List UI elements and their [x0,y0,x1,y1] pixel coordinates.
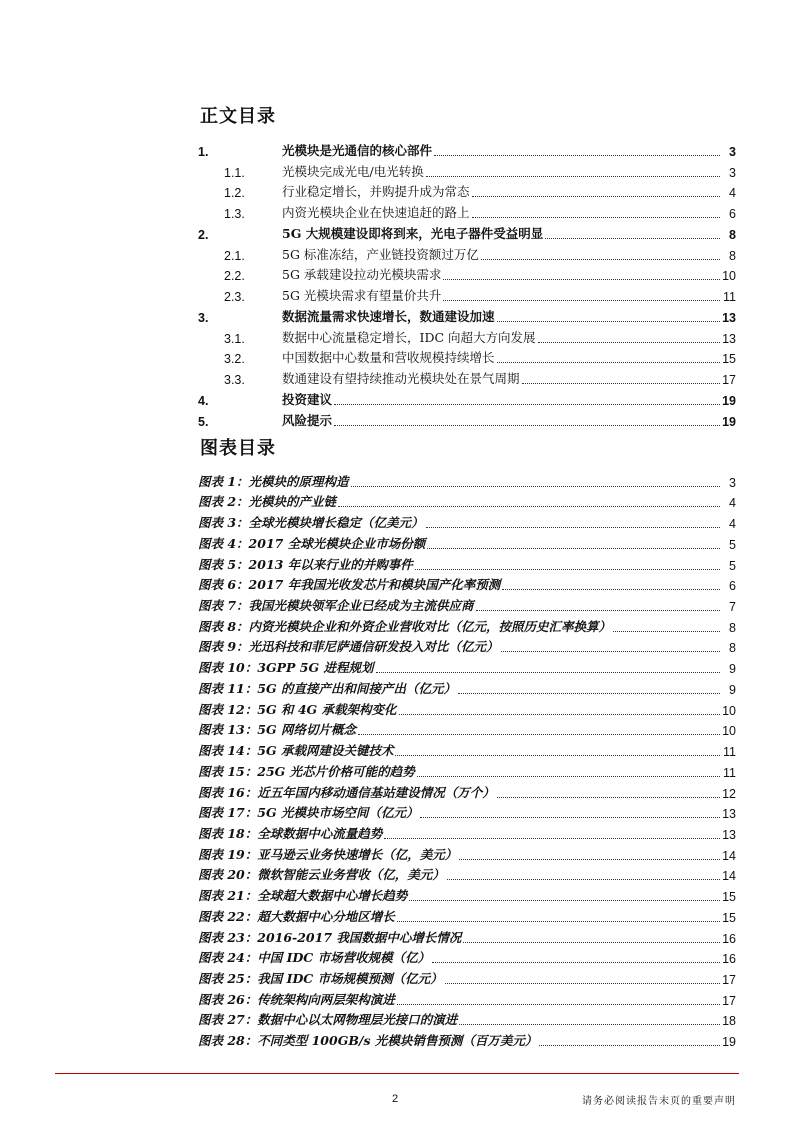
figure-entry-page: 18 [722,1014,736,1029]
dot-leader [338,506,720,507]
toc-entry-title: 5G 光模块需求有望量价共升 [282,288,442,303]
figure-list-heading: 图表目录 [200,438,276,459]
toc-entry-page: 8 [729,248,736,263]
figure-entry-page: 11 [723,765,736,780]
toc-entry-section[interactable] [198,159,736,180]
figure-entry[interactable] [198,821,736,842]
figure-entry-title: 图表 5：2013 年以来行业的并购事件 [198,556,413,572]
figure-entry[interactable] [198,655,736,676]
dot-leader [427,548,720,549]
dot-leader [545,238,720,239]
dot-leader [445,983,720,984]
dot-leader [358,734,720,735]
dot-leader [432,962,720,963]
figure-entry-page: 8 [729,641,736,656]
toc-entry-title: 数据流量需求快速增长，数通建设加速 [282,308,495,324]
figure-entry[interactable] [198,635,736,656]
figure-entry[interactable] [198,801,736,822]
figure-entry-page: 10 [722,724,736,739]
toc-entry-page: 3 [729,165,736,180]
figure-entry-title: 图表 23：2016-2017 我国数据中心增长情况 [198,929,462,945]
toc-entry-title: 投资建议 [282,391,333,407]
dot-leader [538,342,721,343]
toc-entry-page: 13 [722,331,736,346]
figure-entry[interactable] [198,510,736,531]
figure-entry-page: 15 [722,890,736,905]
toc-entry-number: 1.3. [224,207,245,221]
figure-entry[interactable] [198,697,736,718]
toc-entry-number: 4. [198,393,209,408]
figure-entry-title: 图表 10：3GPP 5G 进程规划 [198,660,374,676]
figure-entry-page: 4 [729,517,736,532]
dot-leader [397,1004,720,1005]
dot-leader [434,155,720,156]
dot-leader [497,362,720,363]
toc-entry-page: 4 [729,186,736,201]
dot-leader [501,651,720,652]
figure-entry-title: 图表 7：我国光模块领军企业已经成为主流供应商 [198,598,474,614]
figure-entry-title: 图表 16：近五年国内移动通信基站建设情况（万个） [198,784,495,800]
toc-entry-title: 5G 承载建设拉动光模块需求 [282,267,442,283]
dot-leader [351,486,720,487]
figure-entry-page: 8 [729,620,736,635]
dot-leader [502,589,720,590]
figure-entry[interactable] [198,863,736,884]
dot-leader [384,838,720,839]
figure-entry-title: 图表 25：我国 IDC 市场规模预测（亿元） [198,970,443,986]
footer-disclaimer: 请务必阅读报告末页的重要声明 [582,1096,736,1107]
toc-entry-page: 11 [723,290,736,304]
figure-entry[interactable] [198,614,736,635]
toc-entry-number: 2.1. [224,248,245,263]
toc-entry-section[interactable] [198,242,736,263]
toc-entry-number: 3.2. [224,352,245,367]
toc-entry-section[interactable] [198,346,736,367]
toc-entry-number: 3.3. [224,373,245,387]
figure-entry-page: 12 [722,786,736,801]
figure-entry[interactable] [198,573,736,594]
figure-entry-title: 图表 20：微软智能云业务营收（亿，美元） [198,867,445,883]
toc-entry-title: 中国数据中心数量和营收规模持续增长 [282,350,495,366]
figure-entry-title: 图表 27：数据中心以太网物理层光接口的演进 [198,1012,458,1028]
figure-entry-page: 19 [722,1035,736,1050]
figure-entry-title: 图表 21：全球超大数据中心增长趋势 [198,888,408,904]
dot-leader [472,217,720,218]
toc-list [198,138,736,429]
toc-entry-title: 风险提示 [282,412,333,428]
figure-entry-title: 图表 9：光迅科技和菲尼萨通信研发投入对比（亿元） [198,639,499,655]
figure-entry-page: 17 [722,972,736,987]
figure-entry-title: 图表 28：不同类型 100GB/s 光模块销售预测（百万美元） [198,1033,538,1049]
dot-leader [447,879,720,880]
figure-entry-page: 14 [722,848,736,863]
figure-entry-title: 图表 1：光模块的原理构造 [198,473,349,489]
dot-leader [376,672,721,673]
figure-entry[interactable] [198,780,736,801]
figure-entry-page: 3 [729,475,736,490]
figure-entry-page: 10 [722,703,736,718]
dot-leader [613,631,720,632]
toc-entry-number: 2. [198,227,209,242]
figure-entry-title: 图表 12：5G 和 4G 承载架构变化 [198,701,397,717]
figure-entry-title: 图表 24：中国 IDC 市场营收规模（亿） [198,950,431,966]
dot-leader [472,196,720,197]
figure-entry[interactable] [198,904,736,925]
toc-entry-section[interactable] [198,200,736,221]
toc-entry-title: 5G 大规模建设即将到来，光电子器件受益明显 [282,225,544,241]
toc-entry-section[interactable] [198,263,736,284]
dot-leader [395,755,720,756]
toc-entry-number: 5. [198,414,209,429]
figure-entry[interactable] [198,469,736,490]
dot-leader [539,1045,720,1046]
figure-entry-title: 图表 11：5G 的直接产出和间接产出（亿元） [198,680,456,696]
toc-entry-page: 10 [722,269,736,284]
dot-leader [417,776,720,777]
figure-entry[interactable] [198,593,736,614]
dot-leader [459,859,720,860]
figure-entry-title: 图表 17：5G 光模块市场空间（亿元） [198,805,419,821]
dot-leader [459,1024,720,1025]
figure-entry-page: 17 [722,993,736,1008]
toc-entry-title: 行业稳定增长，并购提升成为常态 [282,184,470,200]
figure-entry-title: 图表 2：光模块的产业链 [198,494,337,510]
figure-entry[interactable] [198,718,736,739]
toc-entry-page: 6 [729,207,736,221]
figure-entry[interactable] [198,738,736,759]
toc-entry-number: 3.1. [224,331,245,346]
figure-entry[interactable] [198,1028,736,1049]
figure-entry-title: 图表 26：传统架构向两层架构演进 [198,991,395,1007]
dot-leader [463,942,720,943]
figure-entry[interactable] [198,1008,736,1029]
figure-entry[interactable] [198,490,736,511]
toc-entry-title: 数据中心流量稳定增长，IDC 向超大方向发展 [282,329,536,345]
dot-leader [522,383,720,384]
toc-entry-number: 1. [198,144,209,159]
figure-entry-title: 图表 15：25G 光芯片价格可能的趋势 [198,763,415,779]
figure-entry-page: 7 [729,600,736,615]
toc-entry-number: 1.1. [224,165,245,180]
figure-entry-page: 13 [722,807,736,822]
dot-leader [397,921,720,922]
dot-leader [476,610,720,611]
figure-entry[interactable] [198,676,736,697]
toc-entry-title: 数通建设有望持续推动光模块处在景气周期 [282,371,520,386]
figure-entry-title: 图表 8：内资光模块企业和外资企业营收对比（亿元，按照历史汇率换算） [198,618,612,634]
figure-entry-title: 图表 3：全球光模块增长稳定（亿美元） [198,515,424,531]
dot-leader [443,279,720,280]
toc-entry-section[interactable] [198,325,736,346]
toc-entry-page: 19 [722,393,736,408]
dot-leader [443,300,720,301]
figure-entry-page: 14 [722,869,736,884]
toc-entry-page: 17 [722,373,736,387]
figure-entry-title: 图表 18：全球数据中心流量趋势 [198,825,383,841]
toc-entry-title: 内资光模块企业在快速追赶的路上 [282,205,470,220]
figure-entry-title: 图表 22：超大数据中心分地区增长 [198,908,395,924]
figure-entry-page: 9 [729,662,736,677]
figure-entry-page: 9 [729,682,736,697]
dot-leader [420,817,720,818]
toc-entry-number: 1.2. [224,186,245,201]
dot-leader [399,714,720,715]
dot-leader [481,259,720,260]
figure-entry-page: 5 [729,558,736,573]
dot-leader [415,569,720,570]
figure-entry[interactable] [198,925,736,946]
dot-leader [497,321,720,322]
figure-entry[interactable] [198,946,736,967]
figure-entry[interactable] [198,842,736,863]
toc-entry-section[interactable] [198,283,736,304]
figure-entry[interactable] [198,759,736,780]
figure-entry-page: 5 [729,537,736,552]
figure-entry-page: 4 [729,496,736,511]
figure-entry-page: 13 [722,827,736,842]
figure-entry-page: 15 [722,910,736,925]
toc-entry-number: 2.2. [224,269,245,284]
toc-entry-chapter[interactable] [198,408,736,429]
figure-entry[interactable] [198,966,736,987]
figure-entry[interactable] [198,883,736,904]
dot-leader [426,176,720,177]
dot-leader [334,404,720,405]
figure-entry-title: 图表 13：5G 网络切片概念 [198,722,356,738]
figure-list [198,469,736,1049]
toc-entry-page: 19 [722,414,736,429]
toc-entry-chapter[interactable] [198,387,736,408]
figure-entry-page: 11 [723,745,736,760]
figure-entry-page: 16 [722,952,736,967]
figure-entry-title: 图表 6：2017 年我国光收发芯片和模块国产化率预测 [198,577,501,593]
toc-entry-title: 5G 标准冻结，产业链投资额过万亿 [282,246,479,262]
dot-leader [409,900,720,901]
toc-entry-number: 3. [198,310,209,325]
toc-entry-chapter[interactable] [198,304,736,325]
toc-entry-section[interactable] [198,180,736,201]
toc-entry-page: 15 [722,352,736,367]
dot-leader [426,527,720,528]
toc-entry-title: 光模块是光通信的核心部件 [282,142,433,158]
figure-entry-page: 16 [722,931,736,946]
toc-entry-page: 8 [729,227,736,242]
figure-entry-page: 6 [729,579,736,594]
dot-leader [497,797,720,798]
figure-entry[interactable] [198,552,736,573]
figure-entry-title: 图表 14：5G 承载网建设关键技术 [198,743,394,759]
toc-entry-section[interactable] [198,366,736,387]
toc-heading: 正文目录 [200,106,276,127]
figure-entry-title: 图表 19：亚马逊云业务快速增长（亿，美元） [198,846,458,862]
figure-entry[interactable] [198,531,736,552]
toc-entry-page: 13 [722,310,736,325]
footer-rule [55,1073,739,1074]
figure-entry-title: 图表 4：2017 全球光模块企业市场份额 [198,535,426,551]
dot-leader [334,425,720,426]
figure-entry[interactable] [198,987,736,1008]
toc-entry-chapter[interactable] [198,221,736,242]
toc-entry-page: 3 [729,144,736,159]
toc-entry-title: 光模块完成光电/电光转换 [282,163,424,179]
page-number: 2 [392,1093,399,1105]
toc-entry-chapter[interactable] [198,138,736,159]
toc-entry-number: 2.3. [224,290,245,304]
dot-leader [458,693,720,694]
